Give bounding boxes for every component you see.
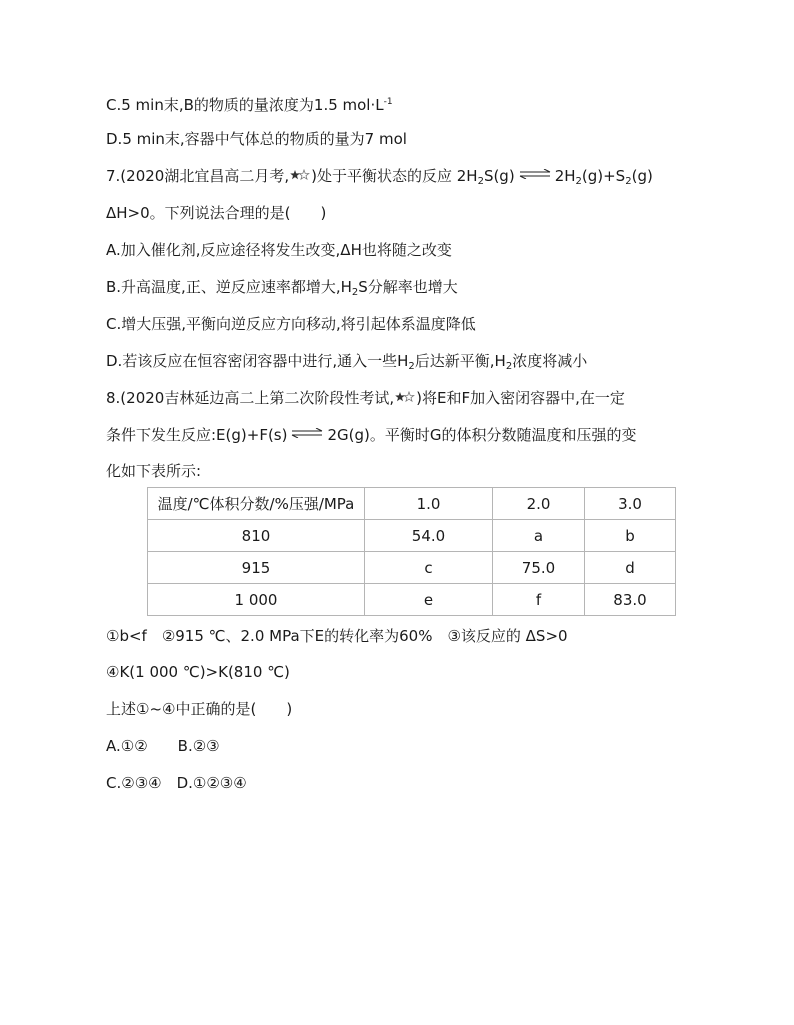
table-header-row (148, 488, 676, 520)
table-cell: 83.0 (585, 584, 676, 616)
q8-reaction-rhs: 2G(g)。平衡时G的体积分数随温度和压强的变 (327, 426, 637, 444)
question-7-stem (106, 166, 653, 192)
q7-product-h2: 2H (554, 167, 576, 185)
q7-option-b (106, 277, 458, 303)
question-8-stem (106, 388, 625, 408)
statement-4-text: ④K(1 000 ℃)>K(810 ℃) (106, 663, 290, 681)
table-cell: e (365, 584, 493, 616)
table-cell: 915 (148, 552, 365, 584)
table-row (148, 552, 676, 584)
table-cell: d (585, 552, 676, 584)
table-cell: a (493, 520, 585, 552)
option-d (106, 129, 407, 149)
q8-options-ab-text: A.①② B.②③ (106, 737, 220, 755)
q7-reaction-lead: )处于平衡状态的反应 2H (311, 167, 478, 185)
equilibrium-arrow-icon (519, 169, 551, 179)
q7-option-d-mid: 后达新平衡,H (414, 352, 506, 370)
q7-reactant-state: S(g) (483, 167, 515, 185)
q7-subscript: 2 (351, 287, 359, 298)
q8-ask-text: 上述①~④中正确的是( ) (106, 700, 293, 718)
q8-table-intro-text: 化如下表所示: (106, 462, 202, 480)
q7-product-state: (g) (631, 167, 653, 185)
q7-option-d-text: D.若该反应在恒容密闭容器中进行,通入一些H (106, 352, 409, 370)
q7-option-c (106, 314, 476, 334)
q7-subscript: 2 (477, 176, 484, 187)
table-cell: c (365, 552, 493, 584)
table-row (148, 520, 676, 552)
q8-reaction-lhs: 条件下发生反应:E(g)+F(s) (106, 426, 288, 444)
q7-option-b-tail: S分解率也增大 (358, 278, 458, 296)
q7-source: 7.(2020湖北宜昌高二月考, (106, 167, 290, 185)
statement-list-2 (106, 662, 290, 682)
q7-option-d-tail: 浓度将减小 (512, 352, 588, 370)
table-cell: 810 (148, 520, 365, 552)
q7-option-b-text: B.升高温度,正、逆反应速率都增大,H (106, 278, 352, 296)
q7-subscript: 2 (625, 176, 632, 187)
q8-source: 8.(2020吉林延边高二上第二次阶段性考试, (106, 389, 395, 407)
option-c (106, 92, 393, 115)
table-header-cell: 2.0 (493, 488, 585, 520)
option-d-text: D.5 min末,容器中气体总的物质的量为7 mol (106, 130, 407, 148)
q7-option-d (106, 351, 587, 377)
table-cell: 75.0 (493, 552, 585, 584)
q7-subscript: 2 (408, 361, 415, 372)
table-header-cell: 温度/℃体积分数/%压强/MPa (148, 488, 365, 520)
question-7-prompt (106, 203, 326, 223)
statement-list-1 (106, 626, 568, 646)
table-cell: 1 000 (148, 584, 365, 616)
q7-subscript: 2 (575, 176, 582, 187)
question-8-reaction (106, 425, 637, 445)
q8-stem-text: )将E和F加入密闭容器中,在一定 (416, 389, 625, 407)
table-cell: f (493, 584, 585, 616)
q7-product-s2: (g)+S (581, 167, 626, 185)
table-row (148, 584, 676, 616)
q7-prompt-text: ΔH>0。下列说法合理的是( ) (106, 204, 327, 222)
statements-1-3-text: ①b<f ②915 ℃、2.0 MPa下E的转化率为60% ③该反应的 ΔS>0 (106, 627, 568, 645)
star-rating-icon (290, 169, 310, 181)
table-header-cell: 3.0 (585, 488, 676, 520)
q7-option-a-text: A.加入催化剂,反应途径将发生改变,ΔH也将随之改变 (106, 241, 452, 259)
equilibrium-arrow-icon (291, 428, 323, 438)
q7-option-c-text: C.增大压强,平衡向逆反应方向移动,将引起体系温度降低 (106, 315, 476, 333)
table-header-cell: 1.0 (365, 488, 493, 520)
question-8-table-intro (106, 461, 201, 481)
table-cell: 54.0 (365, 520, 493, 552)
q7-subscript: 2 (505, 361, 513, 372)
option-c-superscript: -1 (383, 97, 393, 107)
equilibrium-data-table (147, 487, 676, 616)
q8-options-cd (106, 773, 247, 793)
q8-options-cd-text: C.②③④ D.①②③④ (106, 774, 247, 792)
q7-option-a (106, 240, 452, 260)
star-rating-icon (395, 391, 415, 403)
q8-options-ab (106, 736, 220, 756)
option-c-text: C.5 min末,B的物质的量浓度为1.5 mol·L (106, 96, 384, 114)
question-8-ask (106, 699, 292, 719)
table-cell: b (585, 520, 676, 552)
